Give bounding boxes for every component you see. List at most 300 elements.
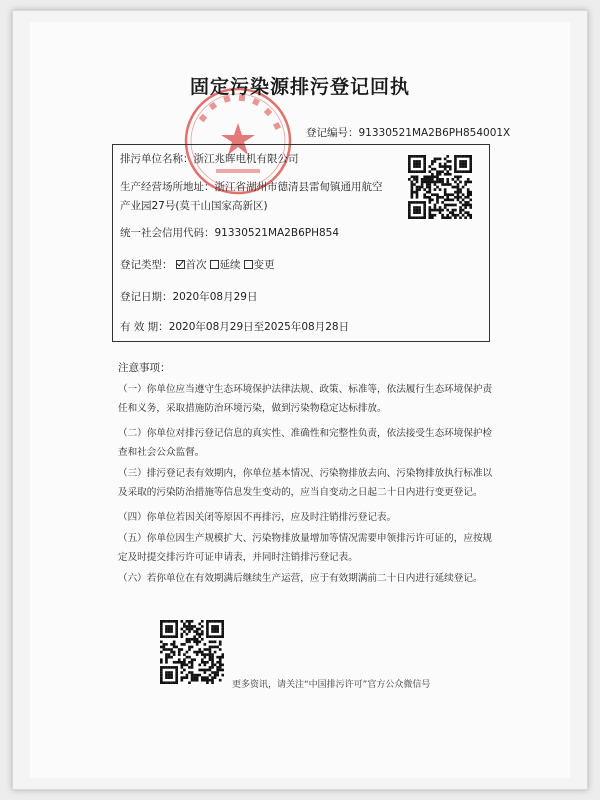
qr-module bbox=[201, 630, 204, 633]
qr-module bbox=[219, 666, 222, 669]
qr-module bbox=[449, 204, 452, 207]
qr-module bbox=[444, 204, 447, 207]
qr-module bbox=[431, 163, 434, 166]
qr-module bbox=[459, 209, 462, 212]
qr-module bbox=[418, 160, 421, 163]
address-line1: 浙江省湖州市德清县雷甸镇通用航空 bbox=[214, 181, 383, 193]
qr-module bbox=[173, 643, 176, 646]
qr-module bbox=[426, 186, 429, 189]
address-line2: 产业园27号(莫干山国家高新区) bbox=[120, 200, 268, 212]
qr-module bbox=[204, 643, 207, 646]
qr-module bbox=[160, 681, 163, 684]
qr-module bbox=[446, 216, 449, 219]
qr-module bbox=[216, 628, 219, 631]
qr-module bbox=[165, 635, 168, 638]
note-1-line-1: （一）你单位应当遵守生态环境保护法律法规、政策、标准等，依法履行生态环境保护责 bbox=[118, 384, 493, 395]
qr-module bbox=[165, 625, 168, 628]
qr-module bbox=[408, 204, 411, 207]
qr-module bbox=[428, 209, 431, 212]
qr-module bbox=[436, 196, 439, 199]
qr-module bbox=[160, 671, 163, 674]
qr-module bbox=[454, 209, 457, 212]
qr-module bbox=[431, 160, 434, 163]
note-5-line-1: （五）你单位因生产规模扩大、污染物排放量增加等情况需要申领排污许可证的，应按规 bbox=[118, 533, 493, 544]
qr-module bbox=[426, 196, 429, 199]
qr-module bbox=[431, 173, 434, 176]
qr-module bbox=[180, 635, 183, 638]
qr-module bbox=[211, 681, 214, 684]
qr-module bbox=[175, 646, 178, 649]
qr-module bbox=[196, 651, 199, 654]
qr-module bbox=[441, 181, 444, 184]
qr-module bbox=[188, 646, 191, 649]
qr-module bbox=[188, 656, 191, 659]
note-item-1 bbox=[118, 381, 496, 418]
qr-module bbox=[173, 651, 176, 654]
qr-module bbox=[219, 648, 222, 651]
qr-module bbox=[431, 178, 434, 181]
qr-module bbox=[165, 620, 168, 623]
qr-module bbox=[201, 638, 204, 641]
note-2-line-1: （二）你单位对排污登记信息的真实性、准确性和完整性负责，依法接受生态环境保护检 bbox=[118, 428, 493, 439]
qr-module bbox=[454, 155, 457, 158]
qr-module bbox=[423, 204, 426, 207]
qr-module bbox=[209, 669, 212, 672]
qr-module bbox=[204, 656, 207, 659]
qr-module bbox=[168, 648, 171, 651]
qr-module bbox=[459, 165, 462, 168]
address-row-2 bbox=[120, 197, 268, 215]
qr-module bbox=[160, 635, 163, 638]
qr-module bbox=[160, 620, 163, 623]
qr-module bbox=[201, 653, 204, 656]
qr-module bbox=[186, 676, 189, 679]
qr-module bbox=[462, 214, 465, 217]
qr-module bbox=[416, 211, 419, 214]
qr-module bbox=[413, 163, 416, 166]
qr-module bbox=[211, 676, 214, 679]
qr-module bbox=[441, 201, 444, 204]
note-3-line-1: （三）排污登记表有效期内，你单位基本情况、污染物排放去向、污染物排放执行标准以 bbox=[118, 468, 493, 479]
qr-module bbox=[183, 643, 186, 646]
qr-module bbox=[180, 664, 183, 667]
qr-module bbox=[216, 674, 219, 677]
qr-module bbox=[423, 188, 426, 191]
unit-name-row bbox=[120, 150, 299, 168]
qr-module bbox=[467, 193, 470, 196]
qr-module bbox=[209, 656, 212, 659]
qr-module bbox=[191, 676, 194, 679]
qr-module bbox=[204, 661, 207, 664]
note-item-6 bbox=[118, 570, 496, 589]
qr-module bbox=[209, 674, 212, 677]
qr-module bbox=[206, 676, 209, 679]
qr-module bbox=[418, 209, 421, 212]
qr-module bbox=[459, 170, 462, 173]
qr-module bbox=[449, 173, 452, 176]
qr-module bbox=[221, 633, 224, 636]
qr-module bbox=[160, 676, 163, 679]
checkbox-renewal bbox=[210, 260, 219, 269]
qr-module bbox=[216, 630, 219, 633]
qr-module bbox=[446, 173, 449, 176]
qr-module bbox=[454, 181, 457, 184]
qr-module bbox=[168, 630, 171, 633]
qr-module bbox=[221, 623, 224, 626]
qr-module bbox=[186, 640, 189, 643]
qr-module bbox=[428, 183, 431, 186]
qr-module bbox=[428, 196, 431, 199]
qr-module bbox=[196, 628, 199, 631]
qr-module bbox=[446, 155, 449, 158]
qr-module bbox=[441, 216, 444, 219]
qr-module bbox=[206, 661, 209, 664]
qr-module bbox=[408, 211, 411, 214]
qr-module bbox=[201, 625, 204, 628]
qr-module bbox=[188, 681, 191, 684]
qr-module bbox=[462, 163, 465, 166]
qr-module bbox=[411, 193, 414, 196]
qr-module bbox=[454, 214, 457, 217]
qr-module bbox=[457, 188, 460, 191]
qr-module bbox=[211, 679, 214, 682]
qr-module bbox=[441, 170, 444, 173]
qr-module bbox=[428, 186, 431, 189]
qr-module bbox=[178, 648, 181, 651]
qr-module bbox=[418, 186, 421, 189]
qr-module bbox=[183, 669, 186, 672]
qr-module bbox=[168, 620, 171, 623]
qr-module bbox=[180, 628, 183, 631]
qr-module bbox=[173, 653, 176, 656]
qr-module bbox=[160, 666, 163, 669]
qr-module bbox=[421, 186, 424, 189]
qr-module bbox=[467, 170, 470, 173]
qr-module bbox=[469, 204, 472, 207]
qr-module bbox=[160, 646, 163, 649]
qr-module bbox=[183, 623, 186, 626]
registration-date-value: 2020年08月29日 bbox=[172, 291, 258, 303]
qr-module bbox=[457, 199, 460, 202]
qr-module bbox=[444, 216, 447, 219]
qr-module bbox=[221, 625, 224, 628]
qr-module bbox=[441, 214, 444, 217]
qr-module bbox=[170, 651, 173, 654]
qr-module bbox=[186, 656, 189, 659]
qr-module bbox=[428, 188, 431, 191]
registration-qr-code bbox=[408, 155, 472, 219]
qr-module bbox=[216, 625, 219, 628]
qr-module bbox=[211, 666, 214, 669]
qr-module bbox=[454, 204, 457, 207]
qr-module bbox=[436, 186, 439, 189]
note-3-line-2: 及采取的污染防治措施等信息发生变动的，应当自变动之日起二十日内进行变更登记。 bbox=[118, 486, 483, 498]
qr-module bbox=[459, 163, 462, 166]
qr-module bbox=[423, 209, 426, 212]
qr-module bbox=[416, 196, 419, 199]
qr-module bbox=[469, 191, 472, 194]
qr-module bbox=[206, 648, 209, 651]
qr-module bbox=[469, 160, 472, 163]
qr-module bbox=[444, 168, 447, 171]
qr-module bbox=[170, 676, 173, 679]
qr-module bbox=[168, 674, 171, 677]
qr-module bbox=[186, 628, 189, 631]
qr-module bbox=[439, 209, 442, 212]
unit-name-label: 排污单位名称： bbox=[120, 153, 194, 165]
qr-module bbox=[216, 646, 219, 649]
qr-module bbox=[469, 168, 472, 171]
qr-module bbox=[444, 163, 447, 166]
qr-module bbox=[439, 163, 442, 166]
qr-module bbox=[193, 630, 196, 633]
qr-module bbox=[411, 216, 414, 219]
qr-module bbox=[411, 191, 414, 194]
qr-module bbox=[216, 666, 219, 669]
qr-module bbox=[191, 671, 194, 674]
address-label: 生产经营场所地址： bbox=[120, 181, 215, 193]
qr-module bbox=[428, 178, 431, 181]
qr-module bbox=[214, 646, 217, 649]
qr-module bbox=[193, 651, 196, 654]
qr-module bbox=[168, 635, 171, 638]
qr-module bbox=[196, 643, 199, 646]
qr-module bbox=[423, 214, 426, 217]
qr-module bbox=[446, 165, 449, 168]
qr-module bbox=[209, 653, 212, 656]
note-item-3 bbox=[118, 465, 496, 502]
qr-module bbox=[191, 628, 194, 631]
qr-module bbox=[436, 170, 439, 173]
qr-module bbox=[464, 163, 467, 166]
qr-module bbox=[469, 214, 472, 217]
qr-module bbox=[457, 183, 460, 186]
qr-module bbox=[428, 191, 431, 194]
qr-module bbox=[188, 620, 191, 623]
qr-module bbox=[178, 661, 181, 664]
qr-module bbox=[198, 674, 201, 677]
qr-module bbox=[434, 206, 437, 209]
qr-module bbox=[416, 165, 419, 168]
qr-module bbox=[444, 206, 447, 209]
qr-module bbox=[467, 214, 470, 217]
qr-module bbox=[214, 625, 217, 628]
qr-module bbox=[211, 620, 214, 623]
qr-module bbox=[178, 658, 181, 661]
note-4-line-1: （四）你单位若因关闭等原因不再排污，应及时注销排污登记表。 bbox=[118, 512, 397, 523]
qr-module bbox=[434, 209, 437, 212]
qr-module bbox=[436, 173, 439, 176]
qr-module bbox=[219, 640, 222, 643]
qr-module bbox=[423, 165, 426, 168]
qr-module bbox=[186, 664, 189, 667]
qr-module bbox=[464, 165, 467, 168]
qr-module bbox=[175, 674, 178, 677]
qr-module bbox=[436, 193, 439, 196]
qr-module bbox=[173, 620, 176, 623]
qr-module bbox=[469, 199, 472, 202]
qr-module bbox=[206, 625, 209, 628]
qr-module bbox=[467, 201, 470, 204]
qr-module bbox=[188, 638, 191, 641]
qr-module bbox=[464, 183, 467, 186]
qr-module bbox=[413, 155, 416, 158]
qr-module bbox=[411, 196, 414, 199]
document-title: 固定污染源排污登记回执 bbox=[189, 76, 410, 98]
qr-module bbox=[211, 640, 214, 643]
qr-module bbox=[211, 658, 214, 661]
qr-module bbox=[416, 188, 419, 191]
qr-module bbox=[413, 178, 416, 181]
qr-module bbox=[439, 181, 442, 184]
qr-module bbox=[431, 216, 434, 219]
qr-module bbox=[170, 648, 173, 651]
qr-module bbox=[163, 635, 166, 638]
qr-module bbox=[168, 656, 171, 659]
qr-module bbox=[209, 679, 212, 682]
qr-module bbox=[170, 666, 173, 669]
qr-module bbox=[408, 201, 411, 204]
qr-module bbox=[201, 658, 204, 661]
qr-module bbox=[413, 191, 416, 194]
qr-module bbox=[209, 646, 212, 649]
qr-module bbox=[188, 640, 191, 643]
registration-date-row bbox=[120, 288, 257, 306]
registration-date-label: 登记日期： bbox=[120, 291, 173, 303]
qr-module bbox=[434, 168, 437, 171]
qr-module bbox=[201, 633, 204, 636]
qr-module bbox=[191, 638, 194, 641]
qr-module bbox=[434, 160, 437, 163]
qr-module bbox=[449, 168, 452, 171]
qr-module bbox=[413, 160, 416, 163]
qr-module bbox=[436, 201, 439, 204]
qr-module bbox=[467, 181, 470, 184]
qr-module bbox=[426, 175, 429, 178]
qr-module bbox=[211, 661, 214, 664]
qr-module bbox=[188, 623, 191, 626]
qr-module bbox=[411, 186, 414, 189]
qr-module bbox=[160, 674, 163, 677]
qr-module bbox=[408, 168, 411, 171]
qr-module bbox=[216, 620, 219, 623]
credit-code-value: 91330521MA2B6PH854 bbox=[214, 227, 340, 239]
qr-module bbox=[191, 658, 194, 661]
qr-module bbox=[180, 666, 183, 669]
qr-module bbox=[416, 170, 419, 173]
qr-module bbox=[441, 178, 444, 181]
qr-module bbox=[469, 181, 472, 184]
checkbox-change bbox=[244, 260, 253, 269]
qr-module bbox=[439, 178, 442, 181]
qr-module bbox=[209, 620, 212, 623]
qr-module bbox=[452, 214, 455, 217]
qr-module bbox=[198, 635, 201, 638]
qr-module bbox=[416, 160, 419, 163]
qr-module bbox=[193, 679, 196, 682]
qr-module bbox=[160, 661, 163, 664]
qr-module bbox=[413, 170, 416, 173]
qr-module bbox=[459, 206, 462, 209]
qr-module bbox=[413, 165, 416, 168]
qr-module bbox=[431, 199, 434, 202]
qr-module bbox=[426, 178, 429, 181]
qr-module bbox=[204, 648, 207, 651]
qr-module bbox=[467, 178, 470, 181]
qr-module bbox=[454, 158, 457, 161]
qr-module bbox=[421, 155, 424, 158]
qr-module bbox=[452, 211, 455, 214]
qr-module bbox=[459, 175, 462, 178]
qr-module bbox=[219, 635, 222, 638]
qr-module bbox=[434, 188, 437, 191]
validity-value: 2020年08月29日至2025年08月28日 bbox=[168, 321, 350, 333]
qr-module bbox=[198, 628, 201, 631]
qr-module bbox=[449, 165, 452, 168]
qr-module bbox=[459, 196, 462, 199]
qr-module bbox=[423, 196, 426, 199]
qr-module bbox=[416, 201, 419, 204]
qr-module bbox=[449, 211, 452, 214]
qr-module bbox=[214, 671, 217, 674]
qr-module bbox=[183, 625, 186, 628]
qr-module bbox=[423, 175, 426, 178]
qr-module bbox=[446, 160, 449, 163]
qr-module bbox=[219, 620, 222, 623]
registration-number-label: 登记编号： bbox=[306, 127, 359, 139]
qr-module bbox=[193, 658, 196, 661]
qr-module bbox=[160, 628, 163, 631]
qr-module bbox=[175, 676, 178, 679]
qr-module bbox=[421, 216, 424, 219]
qr-module bbox=[196, 676, 199, 679]
qr-module bbox=[452, 199, 455, 202]
qr-module bbox=[206, 653, 209, 656]
qr-module bbox=[204, 669, 207, 672]
qr-module bbox=[175, 633, 178, 636]
qr-module bbox=[180, 648, 183, 651]
qr-module bbox=[454, 165, 457, 168]
qr-module bbox=[462, 186, 465, 189]
qr-module bbox=[441, 165, 444, 168]
qr-module bbox=[204, 679, 207, 682]
qr-module bbox=[408, 206, 411, 209]
qr-module bbox=[423, 168, 426, 171]
qr-module bbox=[175, 681, 178, 684]
validity-label: 有 效 期： bbox=[120, 321, 169, 333]
qr-module bbox=[416, 206, 419, 209]
qr-module bbox=[180, 671, 183, 674]
qr-module bbox=[160, 630, 163, 633]
qr-module bbox=[452, 186, 455, 189]
qr-module bbox=[416, 216, 419, 219]
qr-module bbox=[211, 646, 214, 649]
qr-module bbox=[163, 681, 166, 684]
qr-module bbox=[418, 165, 421, 168]
qr-module bbox=[163, 646, 166, 649]
credit-code-label: 统一社会信用代码： bbox=[120, 227, 215, 239]
qr-module bbox=[408, 163, 411, 166]
qr-module bbox=[196, 633, 199, 636]
qr-module bbox=[446, 199, 449, 202]
qr-module bbox=[211, 653, 214, 656]
qr-module bbox=[175, 679, 178, 682]
qr-module bbox=[168, 681, 171, 684]
qr-module bbox=[170, 671, 173, 674]
qr-module bbox=[464, 201, 467, 204]
qr-module bbox=[204, 664, 207, 667]
qr-module bbox=[186, 674, 189, 677]
